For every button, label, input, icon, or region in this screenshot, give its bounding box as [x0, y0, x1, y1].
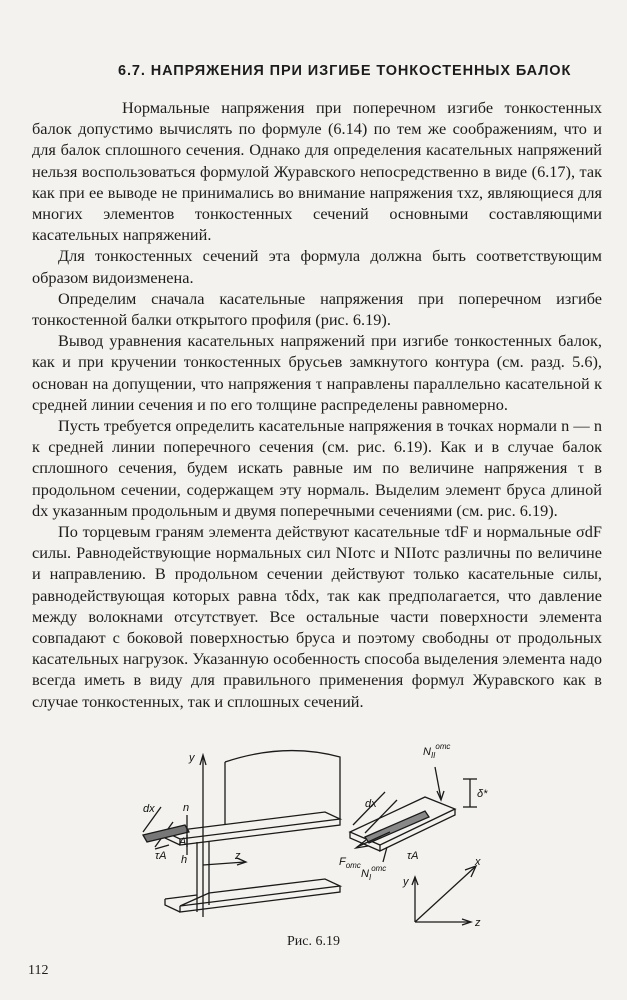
label-f-right: $F_{отс}$	[339, 856, 361, 870]
label-y-left: y	[189, 752, 195, 764]
label-n-left: n	[183, 802, 190, 814]
label-delta-right: δ*	[477, 788, 488, 800]
paragraph-6: По торцевым граням элемента действуют касательные τdF и нормальные σdF силы. Равнодействующие нормальных сил NIотс и NIIотс различны по величине и направлению. В продольном сечении действуют только касательные силы, равнодействующая которых равна τδdx, так как предполагается, что давление между волокнами отсутствует. Все остальные части поверхности элемента совпадают с боковой поверхностью бруса и поэтому свободны от продольных касательных нагрузок. Указанную особенность способа выделения элемента надо всегда иметь в виду для правильного применения формул Журавского как в случае тонкостенных, так и сплошных сечений.	[32, 522, 602, 711]
label-z-right: z	[475, 917, 481, 927]
label-h-left: h	[181, 854, 188, 866]
section-heading: 6.7. НАПРЯЖЕНИЯ ПРИ ИЗГИБЕ ТОНКОСТЕННЫХ БАЛОК	[118, 63, 572, 79]
label-n2-right: $N_{II}^{отс}$	[423, 742, 451, 760]
figure-caption: Рис. 6.19	[287, 934, 340, 949]
paragraph-5: Пусть требуется определить касательные напряжения в точках нормали n — n к средней линии поперечного сечения (см. рис. 6.19). Как и в случае балок сплошного сечения, будем искать равные им по величине напряжения τ в продольном сечении, содержащем эту нормаль. Выделим элемент бруса длиной dx указанным продольным и двумя поперечными сечениями (см. рис. 6.19).	[32, 416, 602, 520]
label-tau-a-right: τA	[407, 850, 419, 862]
label-z-left: z	[235, 850, 241, 862]
paragraph-4: Вывод уравнения касательных напряжений при изгибе тонкостенных балок, как и при кручении тонкостенных брусьев замкнутого контура (см. разд. 5.6), основан на допущении, что напряжения τ направлены параллельно касательной к средней линии сечения и по его толщине распределены равномерно.	[32, 331, 602, 414]
label-y-right: y	[403, 876, 409, 888]
label-a-left: A	[179, 836, 187, 848]
paragraph-2: Для тонкостенных сечений эта формула должна быть соответствующим образом видоизменена.	[32, 246, 602, 287]
beam-diagram	[125, 737, 505, 927]
figure-6-19	[125, 737, 505, 927]
label-tau-a-left: τA	[155, 850, 167, 862]
body-text	[32, 97, 602, 712]
paragraph-1: Нормальные напряжения при поперечном изгибе тонкостенных балок допустимо вычислять по формуле (6.14) по тем же соображениям, что и для балок сплошного сечения. Однако для определения касательных напряжений нельзя воспользоваться формулой Журавского непосредственно в виде (6.17), так как при ее выводе не принимались во внимание напряжения τxz, являющиеся для многих элементов тонкостенных сечений основными составляющими касательных напряжений.	[32, 98, 602, 245]
label-dx-left: dx	[143, 803, 155, 815]
page-number: 112	[28, 963, 49, 978]
label-n1-right: $N_I^{отс}$	[361, 864, 387, 882]
paragraph-3: Определим сначала касательные напряжения при поперечном изгибе тонкостенной балки открытого профиля (рис. 6.19).	[32, 288, 602, 330]
label-dx-right: dx	[365, 798, 377, 810]
left-beam-drawing	[143, 751, 340, 917]
right-element-drawing	[350, 767, 477, 925]
label-x-right: x	[475, 856, 481, 868]
